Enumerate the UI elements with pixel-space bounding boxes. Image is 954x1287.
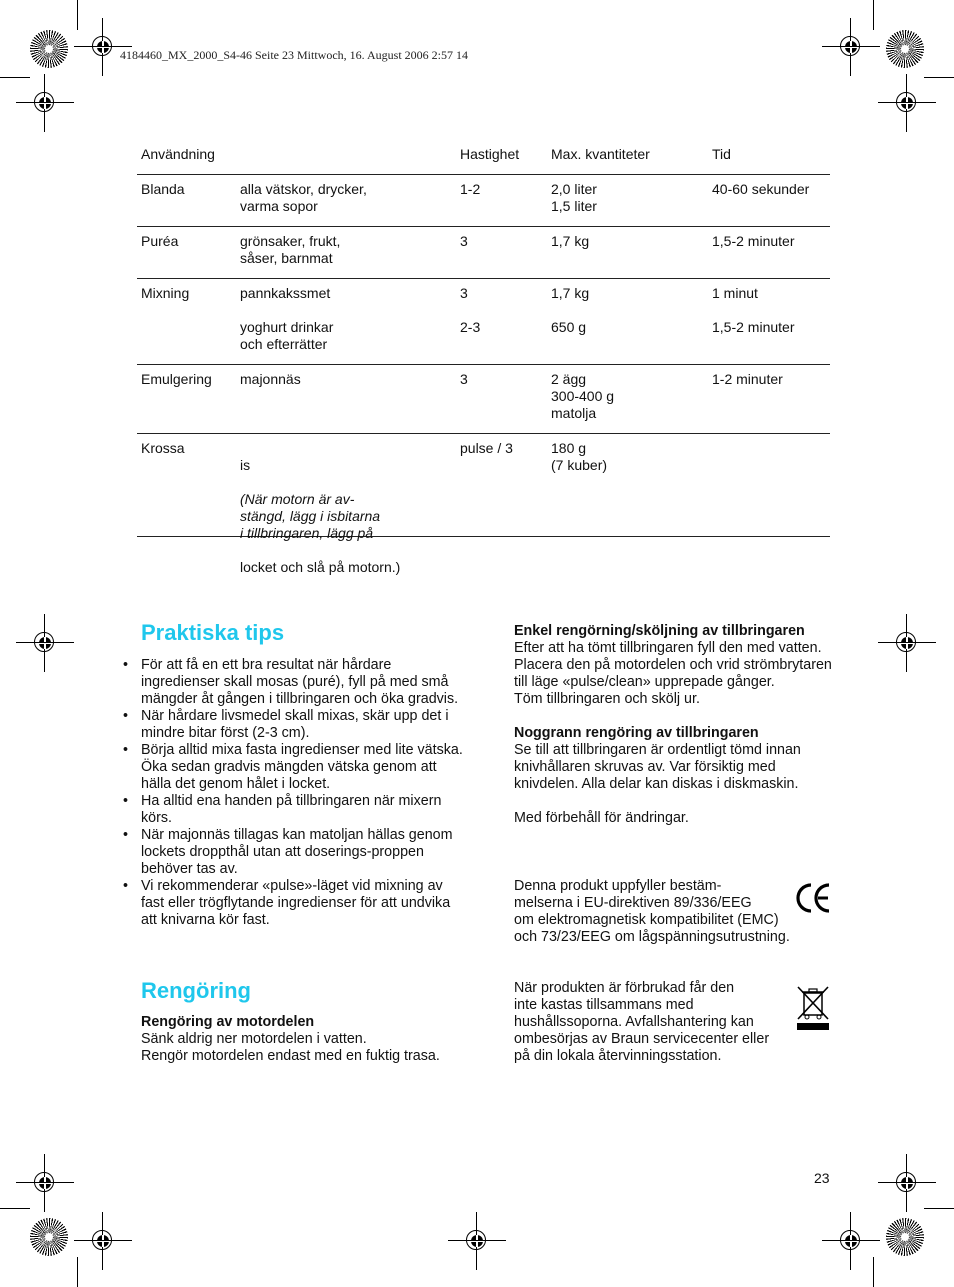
print-info-line: 4184460_MX_2000_S4-46 Seite 23 Mittwoch, 16. August 2006 2:57 14 [120,48,469,62]
table-cell: Mixning [141,285,190,301]
list-item [123,793,463,827]
header-speed: Hastighet [460,146,520,162]
reservation-note: Med förbehåll för ändringar. [514,810,689,826]
table-cell: Krossa [141,440,185,456]
tip-text: Vi rekommenderar «pulse»-läget vid mixning av fast eller trögflytande ingredienser för att undvika att knivarna kör fast. [141,878,451,928]
registration-star-icon [886,30,924,68]
ce-mark-icon [795,881,831,915]
bullet-icon: • [123,827,129,843]
table-cell: 3 [460,233,468,249]
motor-cleaning-subheading: Rengöring av motordelen [141,1014,315,1030]
registration-star-icon [30,1218,68,1256]
table-cell: 3 2-3 [460,285,481,335]
thorough-cleaning-subheading: Noggrann rengöring av tillbringaren [514,725,759,741]
registration-mark-icon [30,88,60,118]
table-cell: 40-60 sekunder [712,181,810,197]
tips-heading: Praktiska tips [141,620,285,645]
tip-text: När majonnäs tillagas kan matoljan hällas genom lockets droppthål utan att doserings-proppen behöver tas av. [141,827,453,877]
crop-line [0,77,30,78]
motor-cleaning-section [141,1014,471,1065]
registration-mark-icon [892,628,922,658]
tip-text: Börja alltid mixa fasta ingredienser med lite vätska. Öka sedan gradvis mängden vätska genom att hälla det genom hålet i locket. [141,742,463,792]
table-cell: 1-2 minuter [712,371,783,387]
table-header-row [137,138,830,175]
table-row [137,279,830,365]
thorough-cleaning-text: Se till att tillbringaren är ordentligt tömd innan knivhållaren skruvas av. Var försiktig med knivdelen. Alla delar kan diskas i diskmaskin. [514,742,801,792]
table-cell: Emulgering [141,371,212,387]
table-cell: 1,7 kg 650 g [551,285,590,335]
jug-cleaning-section [514,623,836,827]
crop-line [77,0,78,30]
list-item [123,708,463,742]
table-cell: majonnäs [240,371,301,387]
bullet-icon: • [123,657,129,673]
bullet-icon: • [123,742,129,758]
registration-mark-icon [88,32,118,62]
tip-text: För att få en ett bra resultat när hårdare ingredienser skall mosas (puré), fyll på med små mängder åt gången i tillbringaren och öka gradvis. [141,657,459,707]
list-item [123,657,463,708]
registration-mark-icon [836,32,866,62]
header-max-quantity: Max. kvantiteter [551,146,650,162]
easy-cleaning-text: Efter att ha tömt tillbringaren fyll den med vatten. Placera den på motordelen och vrid strömbrytaren till läge «pulse/clean» upprepade gånger. Töm tillbringaren och skölj ur. [514,640,832,707]
table-cell: 2,0 liter 1,5 liter [551,181,597,214]
cleaning-heading: Rengöring [141,978,251,1003]
table-cell [240,440,400,593]
table-row [137,175,830,227]
table-cell: 1 minut 1,5-2 minuter [712,285,795,335]
ce-compliance-text: Denna produkt uppfyller bestäm- melserna i EU-direktiven 89/336/EEG om elektromagnetisk kompatibilitet (EMC) och 73/23/EEG om lågspänningsutrustning. [514,878,790,945]
crop-line [0,1208,30,1209]
bullet-icon: • [123,878,129,894]
ingredient-name: is [240,457,251,473]
table-row [137,365,830,434]
table-cell: 3 [460,371,468,387]
table-cell: 1,7 kg [551,233,590,249]
registration-mark-icon [30,1168,60,1198]
table-cell: Blanda [141,181,185,197]
table-row [137,227,830,279]
tips-list [123,657,463,929]
crossed-bin-icon [796,983,830,1031]
registration-star-icon [30,30,68,68]
registration-mark-icon [892,1168,922,1198]
crop-line [873,0,874,30]
easy-cleaning-subheading: Enkel rengörning/sköljning av tillbringaren [514,623,805,639]
table-cell: pannkakssmet yoghurt drinkar och efterrätter [240,285,334,352]
crop-line [77,1257,78,1287]
crop-line [924,77,954,78]
crush-instruction-tail: locket och slå på motorn.) [240,559,401,575]
header-time: Tid [712,146,731,162]
list-item [123,827,463,878]
table-cell: 2 ägg 300-400 g matolja [551,371,615,421]
table-cell: grönsaker, frukt, såser, barnmat [240,233,341,266]
list-item [123,742,463,793]
tip-text: Ha alltid ena handen på tillbringaren när mixern körs. [141,793,442,826]
crop-line [924,1208,954,1209]
registration-mark-icon [836,1226,866,1256]
crush-instruction-note: (När motorn är av- stängd, lägg i isbitarna i tillbringaren, lägg på [240,491,381,541]
crop-line [873,1257,874,1287]
motor-cleaning-text: Sänk aldrig ner motordelen i vatten. Rengör motordelen endast med en fuktig trasa. [141,1031,440,1064]
table-cell: pulse / 3 [460,440,513,456]
tips-list-container [123,657,463,929]
registration-mark-icon [30,628,60,658]
table-cell: 180 g (7 kuber) [551,440,608,473]
bullet-icon: • [123,793,129,809]
bullet-icon: • [123,708,129,724]
table-row [137,434,830,575]
list-item [123,878,463,929]
registration-mark-icon [88,1226,118,1256]
registration-star-icon [886,1218,924,1256]
header-usage: Användning [141,146,215,162]
registration-mark-icon [462,1226,492,1256]
registration-mark-icon [892,88,922,118]
table-cell: 1,5-2 minuter [712,233,795,249]
table-cell: Puréa [141,233,179,249]
disposal-text: När produkten är förbrukad får den inte kastas tillsammans med hushållssoporna. Avfallshantering kan ombesörjas av Braun servicecenter eller på din lokala återvinningsstation. [514,980,770,1064]
table-cell: alla vätskor, drycker, varma sopor [240,181,367,214]
table-cell: 1-2 [460,181,481,197]
usage-table [137,138,830,575]
page-number: 23 [814,1170,830,1186]
tip-text: När hårdare livsmedel skall mixas, skär upp det i mindre bitar först (2-3 cm). [141,708,449,741]
